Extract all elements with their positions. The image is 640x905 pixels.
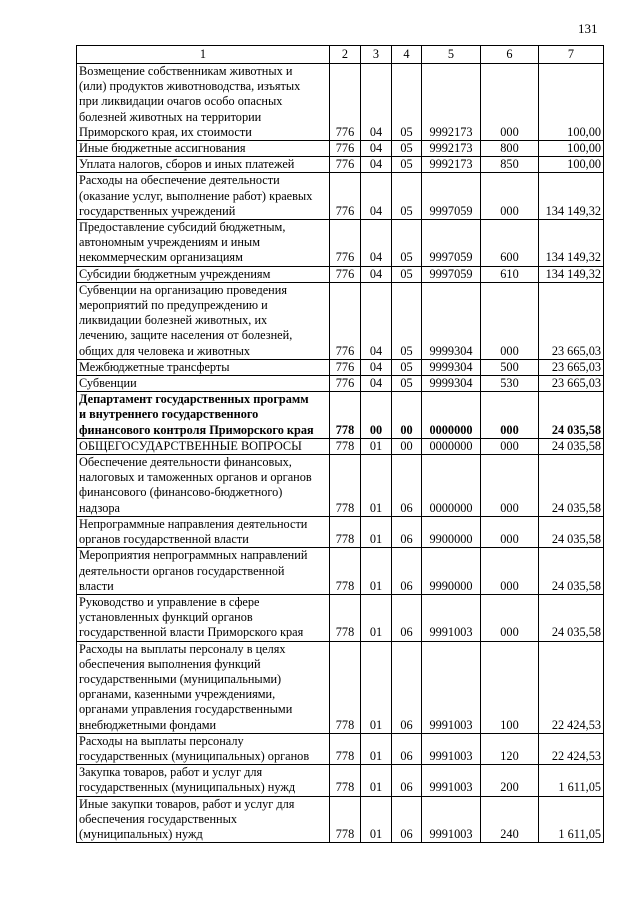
admin-code-cell: 778 [330, 516, 361, 547]
target-article-cell: 0000000 [422, 438, 481, 454]
expense-type-cell: 530 [481, 376, 539, 392]
amount-cell: 24 035,58 [539, 438, 604, 454]
table-row [77, 376, 604, 392]
admin-code-cell: 778 [330, 796, 361, 843]
target-article-cell: 9991003 [422, 594, 481, 641]
table-row [77, 157, 604, 173]
column-header: 1 [77, 46, 330, 64]
admin-code-cell: 778 [330, 438, 361, 454]
section-code-cell: 01 [361, 516, 392, 547]
row-name-cell: Возмещение собственникам животных и (или) продуктов животноводства, изъятых при ликвидации очагов особо опасных болезней животных на территории Приморского края, их стоимости [77, 64, 330, 141]
column-header: 7 [539, 46, 604, 64]
row-name-cell: Департамент государственных программ и внутреннего государственного финансового контроля Приморского края [77, 392, 330, 439]
table-row [77, 796, 604, 843]
row-name-cell: Непрограммные направления деятельности органов государственной власти [77, 516, 330, 547]
section-code-cell: 04 [361, 220, 392, 267]
section-code-cell: 04 [361, 359, 392, 375]
target-article-cell: 9992173 [422, 141, 481, 157]
page-number: 131 [578, 21, 598, 36]
target-article-cell: 9997059 [422, 266, 481, 282]
row-name-cell: ОБЩЕГОСУДАРСТВЕННЫЕ ВОПРОСЫ [77, 438, 330, 454]
admin-code-cell: 778 [330, 641, 361, 733]
expense-type-cell: 850 [481, 157, 539, 173]
section-code-cell: 01 [361, 455, 392, 517]
table-row [77, 282, 604, 359]
subsection-code-cell: 06 [392, 796, 422, 843]
subsection-code-cell: 06 [392, 516, 422, 547]
target-article-cell: 9997059 [422, 173, 481, 220]
table-row [77, 220, 604, 267]
table-row [77, 516, 604, 547]
row-name-cell: Иные закупки товаров, работ и услуг для обеспечения государственных (муниципальных) нужд [77, 796, 330, 843]
target-article-cell: 9992173 [422, 64, 481, 141]
subsection-code-cell: 06 [392, 733, 422, 764]
amount-cell: 134 149,32 [539, 220, 604, 267]
row-name-cell: Мероприятия непрограммных направлений деятельности органов государственной власти [77, 548, 330, 595]
amount-cell: 24 035,58 [539, 594, 604, 641]
expense-type-cell: 000 [481, 594, 539, 641]
target-article-cell: 9991003 [422, 765, 481, 796]
admin-code-cell: 776 [330, 141, 361, 157]
amount-cell: 23 665,03 [539, 282, 604, 359]
amount-cell: 100,00 [539, 141, 604, 157]
expense-type-cell: 800 [481, 141, 539, 157]
table-row [77, 141, 604, 157]
row-name-cell: Расходы на выплаты персоналу в целях обеспечения выполнения функций государственными (муниципальными) органами, казенными учреждениями, органами управления государственными внебюджетными фондами [77, 641, 330, 733]
amount-cell: 100,00 [539, 157, 604, 173]
subsection-code-cell: 05 [392, 141, 422, 157]
subsection-code-cell: 06 [392, 548, 422, 595]
subsection-code-cell: 05 [392, 266, 422, 282]
row-name-cell: Расходы на обеспечение деятельности (оказание услуг, выполнение работ) краевых государственных учреждений [77, 173, 330, 220]
amount-cell: 22 424,53 [539, 733, 604, 764]
target-article-cell: 9991003 [422, 733, 481, 764]
section-code-cell: 01 [361, 641, 392, 733]
table-row [77, 455, 604, 517]
amount-cell: 24 035,58 [539, 455, 604, 517]
admin-code-cell: 776 [330, 173, 361, 220]
amount-cell: 134 149,32 [539, 173, 604, 220]
subsection-code-cell: 05 [392, 359, 422, 375]
amount-cell: 24 035,58 [539, 392, 604, 439]
row-name-cell: Субвенции на организацию проведения мероприятий по предупреждению и ликвидации болезней животных, их лечению, защите населения от болезней, общих для человека и животных [77, 282, 330, 359]
subsection-code-cell: 05 [392, 376, 422, 392]
section-code-cell: 00 [361, 392, 392, 439]
amount-cell: 22 424,53 [539, 641, 604, 733]
admin-code-cell: 776 [330, 157, 361, 173]
row-name-cell: Уплата налогов, сборов и иных платежей [77, 157, 330, 173]
expense-type-cell: 000 [481, 392, 539, 439]
table-row [77, 641, 604, 733]
amount-cell: 23 665,03 [539, 376, 604, 392]
row-name-cell: Субвенции [77, 376, 330, 392]
admin-code-cell: 776 [330, 220, 361, 267]
section-code-cell: 04 [361, 173, 392, 220]
expense-type-cell: 500 [481, 359, 539, 375]
expense-type-cell: 120 [481, 733, 539, 764]
target-article-cell: 9997059 [422, 220, 481, 267]
row-name-cell: Предоставление субсидий бюджетным, автономным учреждениям и иным некоммерческим организациям [77, 220, 330, 267]
expense-type-cell: 000 [481, 64, 539, 141]
admin-code-cell: 776 [330, 266, 361, 282]
admin-code-cell: 778 [330, 392, 361, 439]
budget-table [76, 45, 604, 843]
row-name-cell: Расходы на выплаты персоналу государственных (муниципальных) органов [77, 733, 330, 764]
subsection-code-cell: 00 [392, 392, 422, 439]
column-header: 2 [330, 46, 361, 64]
subsection-code-cell: 05 [392, 157, 422, 173]
expense-type-cell: 200 [481, 765, 539, 796]
table-row [77, 594, 604, 641]
expense-type-cell: 600 [481, 220, 539, 267]
target-article-cell: 9900000 [422, 516, 481, 547]
table-row [77, 266, 604, 282]
subsection-code-cell: 06 [392, 594, 422, 641]
table-row [77, 765, 604, 796]
section-code-cell: 04 [361, 157, 392, 173]
expense-type-cell: 000 [481, 516, 539, 547]
target-article-cell: 9999304 [422, 376, 481, 392]
amount-cell: 1 611,05 [539, 765, 604, 796]
section-code-cell: 01 [361, 438, 392, 454]
row-name-cell: Обеспечение деятельности финансовых, налоговых и таможенных органов и органов финансового (финансово-бюджетного) надзора [77, 455, 330, 517]
column-header: 5 [422, 46, 481, 64]
section-code-cell: 01 [361, 733, 392, 764]
expense-type-cell: 100 [481, 641, 539, 733]
expense-type-cell: 000 [481, 173, 539, 220]
table-row [77, 733, 604, 764]
target-article-cell: 9991003 [422, 641, 481, 733]
expense-type-cell: 000 [481, 455, 539, 517]
admin-code-cell: 778 [330, 594, 361, 641]
table-row [77, 64, 604, 141]
subsection-code-cell: 05 [392, 220, 422, 267]
admin-code-cell: 778 [330, 455, 361, 517]
target-article-cell: 9992173 [422, 157, 481, 173]
column-header: 6 [481, 46, 539, 64]
target-article-cell: 0000000 [422, 392, 481, 439]
subsection-code-cell: 06 [392, 641, 422, 733]
expense-type-cell: 000 [481, 438, 539, 454]
admin-code-cell: 776 [330, 282, 361, 359]
column-header: 4 [392, 46, 422, 64]
section-code-cell: 01 [361, 796, 392, 843]
table-row [77, 173, 604, 220]
row-name-cell: Субсидии бюджетным учреждениям [77, 266, 330, 282]
section-code-cell: 01 [361, 548, 392, 595]
admin-code-cell: 778 [330, 765, 361, 796]
amount-cell: 134 149,32 [539, 266, 604, 282]
table-row [77, 359, 604, 375]
amount-cell: 1 611,05 [539, 796, 604, 843]
row-name-cell: Закупка товаров, работ и услуг для государственных (муниципальных) нужд [77, 765, 330, 796]
row-name-cell: Межбюджетные трансферты [77, 359, 330, 375]
section-code-cell: 01 [361, 765, 392, 796]
section-code-cell: 04 [361, 282, 392, 359]
table-header-row [77, 46, 604, 64]
admin-code-cell: 778 [330, 548, 361, 595]
subsection-code-cell: 06 [392, 765, 422, 796]
expense-type-cell: 610 [481, 266, 539, 282]
amount-cell: 24 035,58 [539, 548, 604, 595]
table-row [77, 548, 604, 595]
subsection-code-cell: 05 [392, 282, 422, 359]
expense-type-cell: 000 [481, 548, 539, 595]
expense-type-cell: 240 [481, 796, 539, 843]
amount-cell: 100,00 [539, 64, 604, 141]
column-header: 3 [361, 46, 392, 64]
section-code-cell: 04 [361, 266, 392, 282]
table-row [77, 392, 604, 439]
admin-code-cell: 776 [330, 359, 361, 375]
target-article-cell: 9991003 [422, 796, 481, 843]
section-code-cell: 04 [361, 376, 392, 392]
subsection-code-cell: 05 [392, 173, 422, 220]
section-code-cell: 01 [361, 594, 392, 641]
admin-code-cell: 776 [330, 376, 361, 392]
expense-type-cell: 000 [481, 282, 539, 359]
target-article-cell: 9999304 [422, 359, 481, 375]
table-row [77, 438, 604, 454]
subsection-code-cell: 00 [392, 438, 422, 454]
row-name-cell: Руководство и управление в сфере установленных функций органов государственной власти Приморского края [77, 594, 330, 641]
target-article-cell: 9999304 [422, 282, 481, 359]
target-article-cell: 9990000 [422, 548, 481, 595]
row-name-cell: Иные бюджетные ассигнования [77, 141, 330, 157]
section-code-cell: 04 [361, 64, 392, 141]
amount-cell: 24 035,58 [539, 516, 604, 547]
admin-code-cell: 776 [330, 64, 361, 141]
admin-code-cell: 778 [330, 733, 361, 764]
target-article-cell: 0000000 [422, 455, 481, 517]
subsection-code-cell: 05 [392, 64, 422, 141]
amount-cell: 23 665,03 [539, 359, 604, 375]
section-code-cell: 04 [361, 141, 392, 157]
subsection-code-cell: 06 [392, 455, 422, 517]
